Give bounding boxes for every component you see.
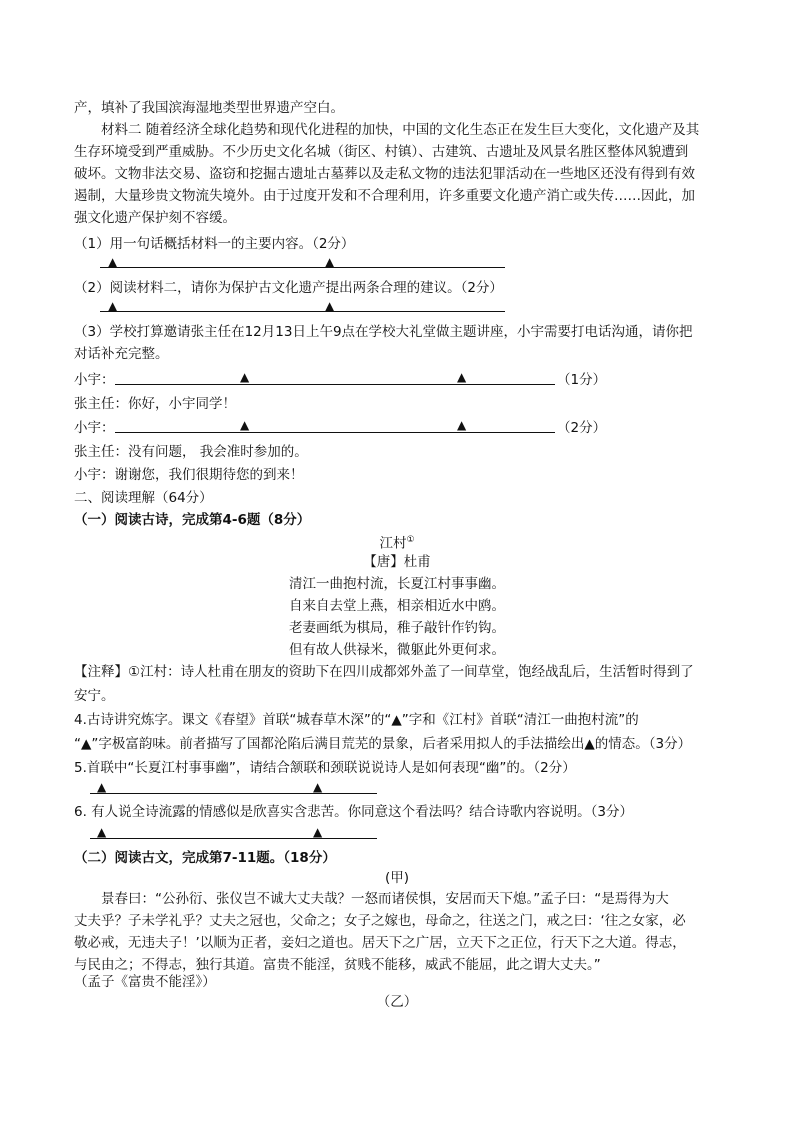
dialog-answer-line[interactable] [115, 384, 555, 385]
answer-mark-icon: ▲ [584, 736, 595, 752]
answer-mark-icon: ▲ [391, 712, 402, 728]
poem-note: 安宁。 [74, 688, 115, 704]
material-two-line: 材料二 随着经济全球化趋势和现代化进程的加快，中国的文化生态正在发生巨大变化，文化遗产及其 [101, 122, 700, 138]
answer-mark-icon: ▲ [325, 299, 335, 313]
points-label: （2分） [557, 420, 607, 436]
answer-mark-icon: ▲ [240, 370, 250, 384]
material-two-line: 生存环境受到严重威胁。不少历史文化名城（街区、村镇）、古建筑、古遗址及风景名胜区整体风貌遭到 [74, 144, 689, 160]
question-3: （3）学校打算邀请张主任在12月13日上午9点在学校大礼堂做主题讲座，小宇需要打电话沟通，请你把 [74, 324, 693, 340]
classical-text-line: 景春曰：“公孙衍、张仪岂不诚大丈夫哉？一怒而诸侯惧，安居而天下熄。”孟子曰：“是焉得为大 [101, 891, 669, 907]
question-2: （2）阅读材料二，请你为保护古文化遗产提出两条合理的建议。（2分） [74, 280, 503, 296]
poem-author: 【唐】杜甫 [363, 554, 431, 570]
text-label-jia: (甲) [384, 870, 410, 886]
material-two-line: 强文化遗产保护刻不容缓。 [74, 210, 236, 226]
section-heading: 二、阅读理解（64分） [74, 490, 213, 506]
answer-line[interactable] [90, 838, 377, 839]
question-4: 4.古诗讲究炼字。课文《春望》首联“城春草木深”的“▲”字和《江村》首联“清江一曲抱村流”的 [74, 712, 639, 728]
poem-line: 但有故人供禄米，微躯此外更何求。 [289, 642, 505, 658]
dialog-xiaoyu-label: 小宇： [74, 372, 115, 388]
poem-line: 自来自去堂上燕，相亲相近水中鸥。 [289, 598, 505, 614]
part-one-title: （一）阅读古诗，完成第4-6题（8分） [74, 512, 311, 528]
question-4: “▲”字极富韵味。前者描写了国都沦陷后满目荒芜的景象，后者采用拟人的手法描绘出▲的情态。（3分） [74, 736, 692, 752]
question-6: 6. 有人说全诗流露的情感似是欣喜实含悲苦。你同意这个看法吗？结合诗歌内容说明。（3分） [74, 804, 634, 820]
answer-mark-icon: ▲ [457, 418, 467, 432]
footnote-marker: ① [406, 535, 415, 545]
answer-mark-icon: ▲ [313, 780, 323, 794]
question-1: （1）用一句话概括材料一的主要内容。（2分） [74, 236, 355, 252]
part-two-title: （二）阅读古文，完成第7-11题。（18分） [74, 850, 336, 866]
poem-line: 老妻画纸为棋局，稚子敲针作钓钩。 [289, 620, 505, 636]
answer-mark-icon: ▲ [240, 418, 250, 432]
answer-mark-icon: ▲ [313, 825, 323, 839]
text-label-yi: （乙） [376, 994, 418, 1010]
dialog-answer-line[interactable] [115, 432, 555, 433]
question-5: 5.首联中“长夏江村事事幽”，请结合颔联和颈联说说诗人是如何表现“幽”的。（2分） [74, 760, 576, 776]
answer-mark-icon: ▲ [325, 255, 335, 269]
dialog-zhang: 张主任：你好，小宇同学！ [74, 396, 236, 412]
answer-line[interactable] [100, 311, 505, 312]
dialog-xiaoyu-label: 小宇： [74, 420, 115, 436]
answer-mark-icon: ▲ [97, 780, 107, 794]
answer-line[interactable] [100, 267, 505, 268]
answer-mark-icon: ▲ [108, 299, 118, 313]
classical-text-line: 与民由之；不得志，独行其道。富贵不能淫，贫贱不能移，威武不能屈，此之谓大丈夫。” [74, 957, 601, 973]
material-two-line: 破坏。文物非法交易、盗窃和挖掘古遗址古墓葬以及走私文物的违法犯罪活动在一些地区还没有得到有效 [74, 166, 695, 182]
answer-mark-icon: ▲ [457, 370, 467, 384]
poem-title: 江村① [379, 535, 415, 552]
answer-mark-icon: ▲ [108, 255, 118, 269]
poem-note: 【注释】①江村：诗人杜甫在朋友的资助下在四川成都郊外盖了一间草堂，饱经战乱后，生活暂时得到了 [74, 664, 694, 680]
dialog-xiaoyu: 小宇：谢谢您，我们很期待您的到来！ [74, 467, 304, 483]
points-label: （1分） [557, 372, 607, 388]
material-one-tail: 产，填补了我国滨海湿地类型世界遗产空白。 [74, 100, 344, 116]
poem-line: 清江一曲抱村流，长夏江村事事幽。 [289, 576, 505, 592]
material-two-line: 遏制，大量珍贵文物流失境外。由于过度开发和不合理利用，许多重要文化遗产消亡或失传……因此，加 [74, 188, 695, 204]
classical-source: （孟子《富贵不能淫》） [74, 974, 216, 990]
classical-text-line: 丈夫乎？子未学礼乎？丈夫之冠也，父命之；女子之嫁也，母命之，往送之门，戒之曰：‘往之女家，必 [74, 913, 686, 929]
dialog-zhang: 张主任：没有问题， 我会准时参加的。 [74, 444, 308, 460]
classical-text-line: 敬必戒，无违夫子！’以顺为正者，妾妇之道也。居天下之广居，立天下之正位，行天下之大道。得志， [74, 935, 686, 951]
answer-line[interactable] [90, 793, 377, 794]
question-3: 对话补充完整。 [74, 346, 169, 362]
answer-mark-icon: ▲ [97, 825, 107, 839]
answer-mark-icon: ▲ [81, 736, 92, 752]
